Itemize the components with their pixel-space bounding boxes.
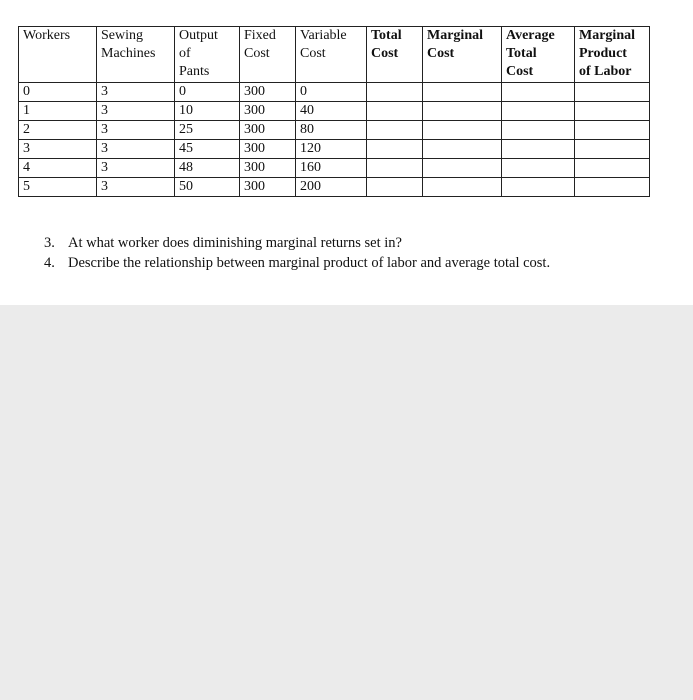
header-variable-cost: Variable Cost xyxy=(296,27,367,83)
cell-average-total-cost xyxy=(502,140,575,159)
cell-average-total-cost xyxy=(502,121,575,140)
cell-marginal-product-of-labor xyxy=(575,159,650,178)
header-total-cost: Total Cost xyxy=(367,27,423,83)
cell-total-cost xyxy=(367,140,423,159)
cell-marginal-cost xyxy=(423,159,502,178)
question-text: At what worker does diminishing marginal returns set in? xyxy=(68,235,402,251)
cell-total-cost xyxy=(367,159,423,178)
cell-output: 50 xyxy=(175,178,240,197)
table-body xyxy=(19,83,650,197)
cell-fixed-cost: 300 xyxy=(240,102,296,121)
cell-marginal-product-of-labor xyxy=(575,121,650,140)
cell-fixed-cost: 300 xyxy=(240,121,296,140)
cell-total-cost xyxy=(367,102,423,121)
cell-output: 25 xyxy=(175,121,240,140)
cell-average-total-cost xyxy=(502,178,575,197)
header-workers: Workers xyxy=(19,27,97,83)
cell-sewing-machines: 3 xyxy=(97,140,175,159)
cell-marginal-product-of-labor xyxy=(575,83,650,102)
question-number: 4. xyxy=(44,255,55,271)
question-number: 3. xyxy=(44,235,55,251)
cell-fixed-cost: 300 xyxy=(240,140,296,159)
cell-average-total-cost xyxy=(502,102,575,121)
cell-variable-cost: 200 xyxy=(296,178,367,197)
cell-variable-cost: 120 xyxy=(296,140,367,159)
cell-fixed-cost: 300 xyxy=(240,159,296,178)
production-cost-table xyxy=(18,26,650,197)
header-marginal-cost: Marginal Cost xyxy=(423,27,502,83)
header-sewing-machines: Sewing Machines xyxy=(97,27,175,83)
cell-total-cost xyxy=(367,178,423,197)
cell-sewing-machines: 3 xyxy=(97,83,175,102)
cell-total-cost xyxy=(367,83,423,102)
header-marginal-product-of-labor: Marginal Product of Labor xyxy=(575,27,650,83)
cell-output: 48 xyxy=(175,159,240,178)
cell-workers: 1 xyxy=(19,102,97,121)
cell-workers: 3 xyxy=(19,140,97,159)
cell-sewing-machines: 3 xyxy=(97,178,175,197)
cell-marginal-product-of-labor xyxy=(575,140,650,159)
table-row xyxy=(19,121,650,140)
table-row xyxy=(19,83,650,102)
cell-output: 10 xyxy=(175,102,240,121)
cell-output: 0 xyxy=(175,83,240,102)
cell-average-total-cost xyxy=(502,159,575,178)
cell-workers: 4 xyxy=(19,159,97,178)
cell-total-cost xyxy=(367,121,423,140)
table-row xyxy=(19,178,650,197)
cell-output: 45 xyxy=(175,140,240,159)
cell-fixed-cost: 300 xyxy=(240,178,296,197)
cell-variable-cost: 80 xyxy=(296,121,367,140)
cell-variable-cost: 160 xyxy=(296,159,367,178)
table-header-row xyxy=(19,27,650,83)
question-item xyxy=(44,253,550,273)
cell-workers: 5 xyxy=(19,178,97,197)
cell-fixed-cost: 300 xyxy=(240,83,296,102)
table-row xyxy=(19,140,650,159)
header-fixed-cost: Fixed Cost xyxy=(240,27,296,83)
cell-marginal-cost xyxy=(423,178,502,197)
cell-marginal-product-of-labor xyxy=(575,102,650,121)
header-average-total-cost: Average Total Cost xyxy=(502,27,575,83)
cell-variable-cost: 0 xyxy=(296,83,367,102)
cell-workers: 0 xyxy=(19,83,97,102)
cell-marginal-cost xyxy=(423,140,502,159)
table-row xyxy=(19,159,650,178)
cell-marginal-product-of-labor xyxy=(575,178,650,197)
question-text: Describe the relationship between marginal product of labor and average total cost. xyxy=(68,255,551,271)
cell-marginal-cost xyxy=(423,121,502,140)
cell-sewing-machines: 3 xyxy=(97,102,175,121)
cell-sewing-machines: 3 xyxy=(97,159,175,178)
cell-workers: 2 xyxy=(19,121,97,140)
question-item xyxy=(44,233,550,253)
cell-sewing-machines: 3 xyxy=(97,121,175,140)
question-list xyxy=(44,233,550,273)
document-page xyxy=(0,0,693,305)
cell-variable-cost: 40 xyxy=(296,102,367,121)
table-row xyxy=(19,102,650,121)
cell-average-total-cost xyxy=(502,83,575,102)
header-output-of-pants: Output of Pants xyxy=(175,27,240,83)
cell-marginal-cost xyxy=(423,102,502,121)
cell-marginal-cost xyxy=(423,83,502,102)
